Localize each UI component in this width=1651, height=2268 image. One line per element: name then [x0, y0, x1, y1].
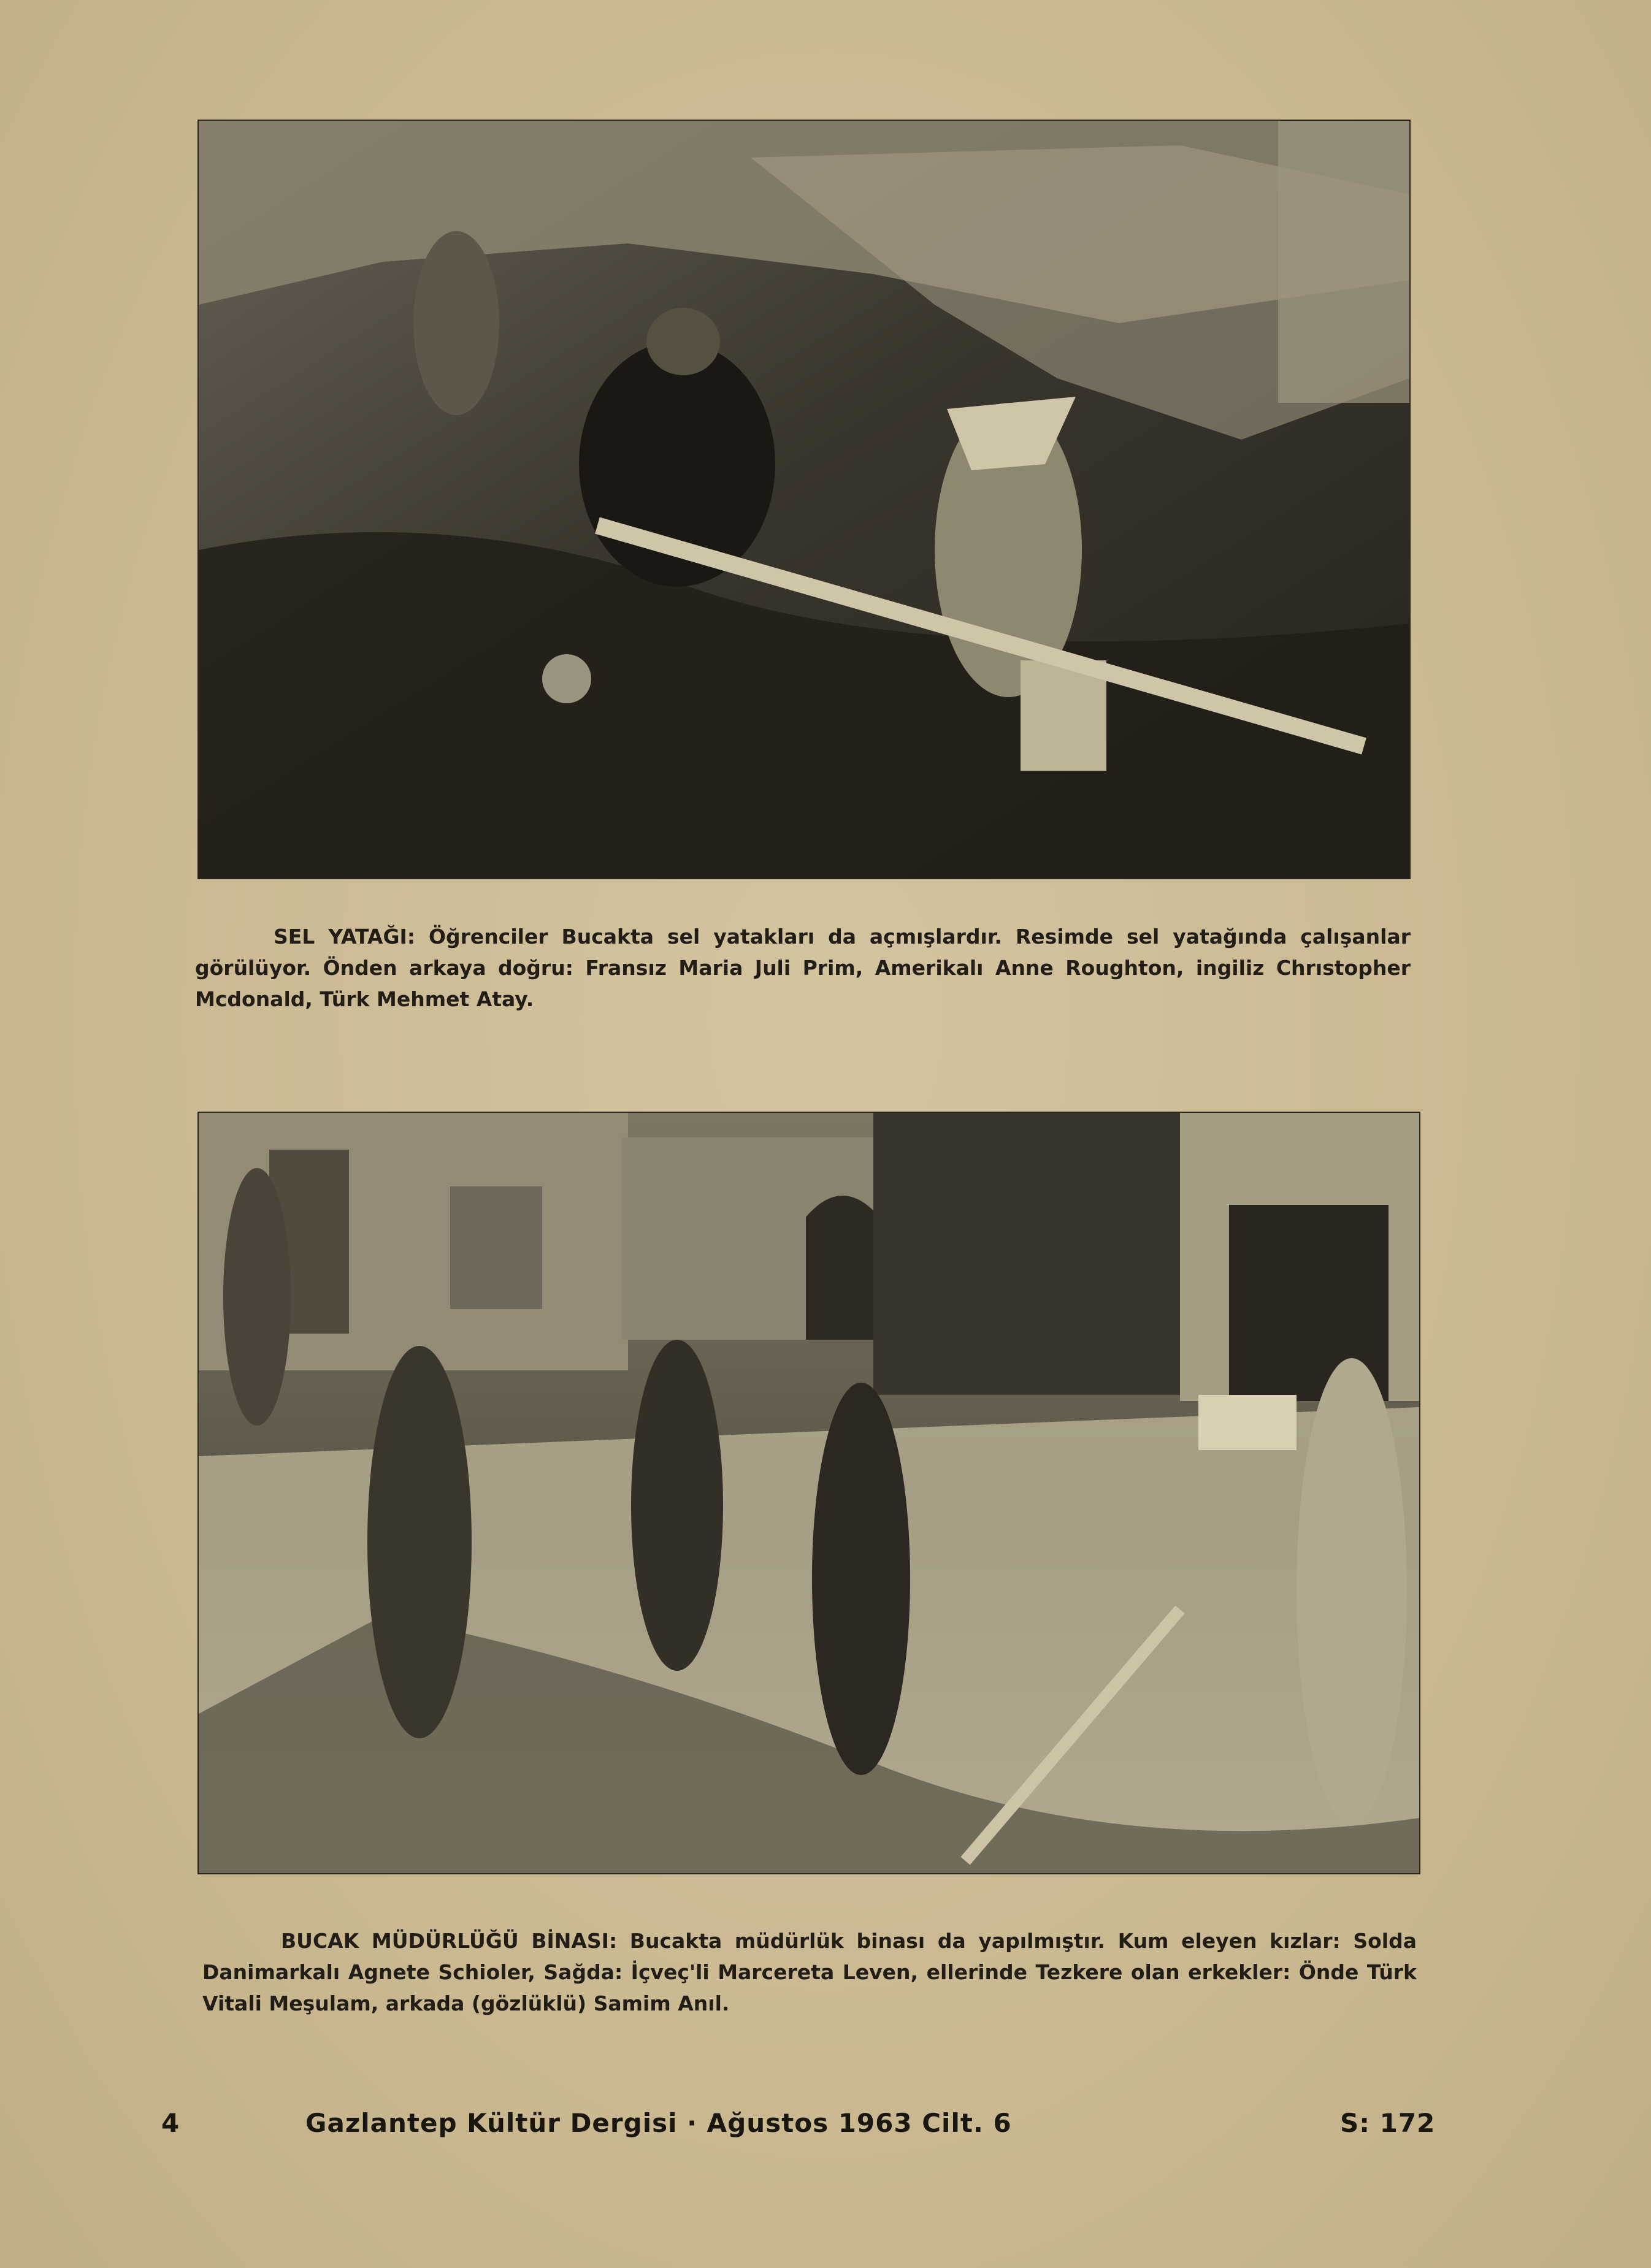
caption-sel-yatagi: [195, 921, 1411, 1015]
caption-text: Bucakta müdürlük binası da yapılmıştır. Kum eleyen kızlar: Solda Danimarkalı Agnete Schioler, Sağda: İçveç'li Marcereta Leven, ellerinde Tezkere olan erkekler: Önde Türk Vitali Meşulam, arkada (gözlüklü) Samim Anıl.: [202, 1929, 1417, 2015]
caption-bucak-mudurlugu: [202, 1925, 1417, 2019]
journal-info: Gazlantep Kültür Dergisi · Ağustos 1963 Cilt. 6: [305, 2108, 1012, 2138]
caption-lead: BUCAK MÜDÜRLÜĞÜ BİNASI:: [281, 1929, 618, 1953]
photo-building-site: [197, 1112, 1420, 1874]
caption-text: Öğrenciler Bucakta sel yatakları da açmışlardır. Resimde sel yatağında çalışanlar görülüyor. Önden arkaya doğru: Fransız Maria Juli Prim, Amerikalı Anne Roughton, ingiliz Chrıstopher Mcdonald, Türk Mehmet Atay.: [195, 925, 1411, 1011]
page-footer: [0, 2108, 1651, 2145]
photo-building-site-icon: [199, 1113, 1419, 1873]
page-number: 4: [161, 2108, 180, 2138]
photo-excavation-icon: [199, 121, 1409, 878]
photo-excavation: [197, 120, 1411, 879]
caption-lead: SEL YATAĞI:: [274, 925, 416, 949]
issue-number: S: 172: [1340, 2108, 1436, 2138]
